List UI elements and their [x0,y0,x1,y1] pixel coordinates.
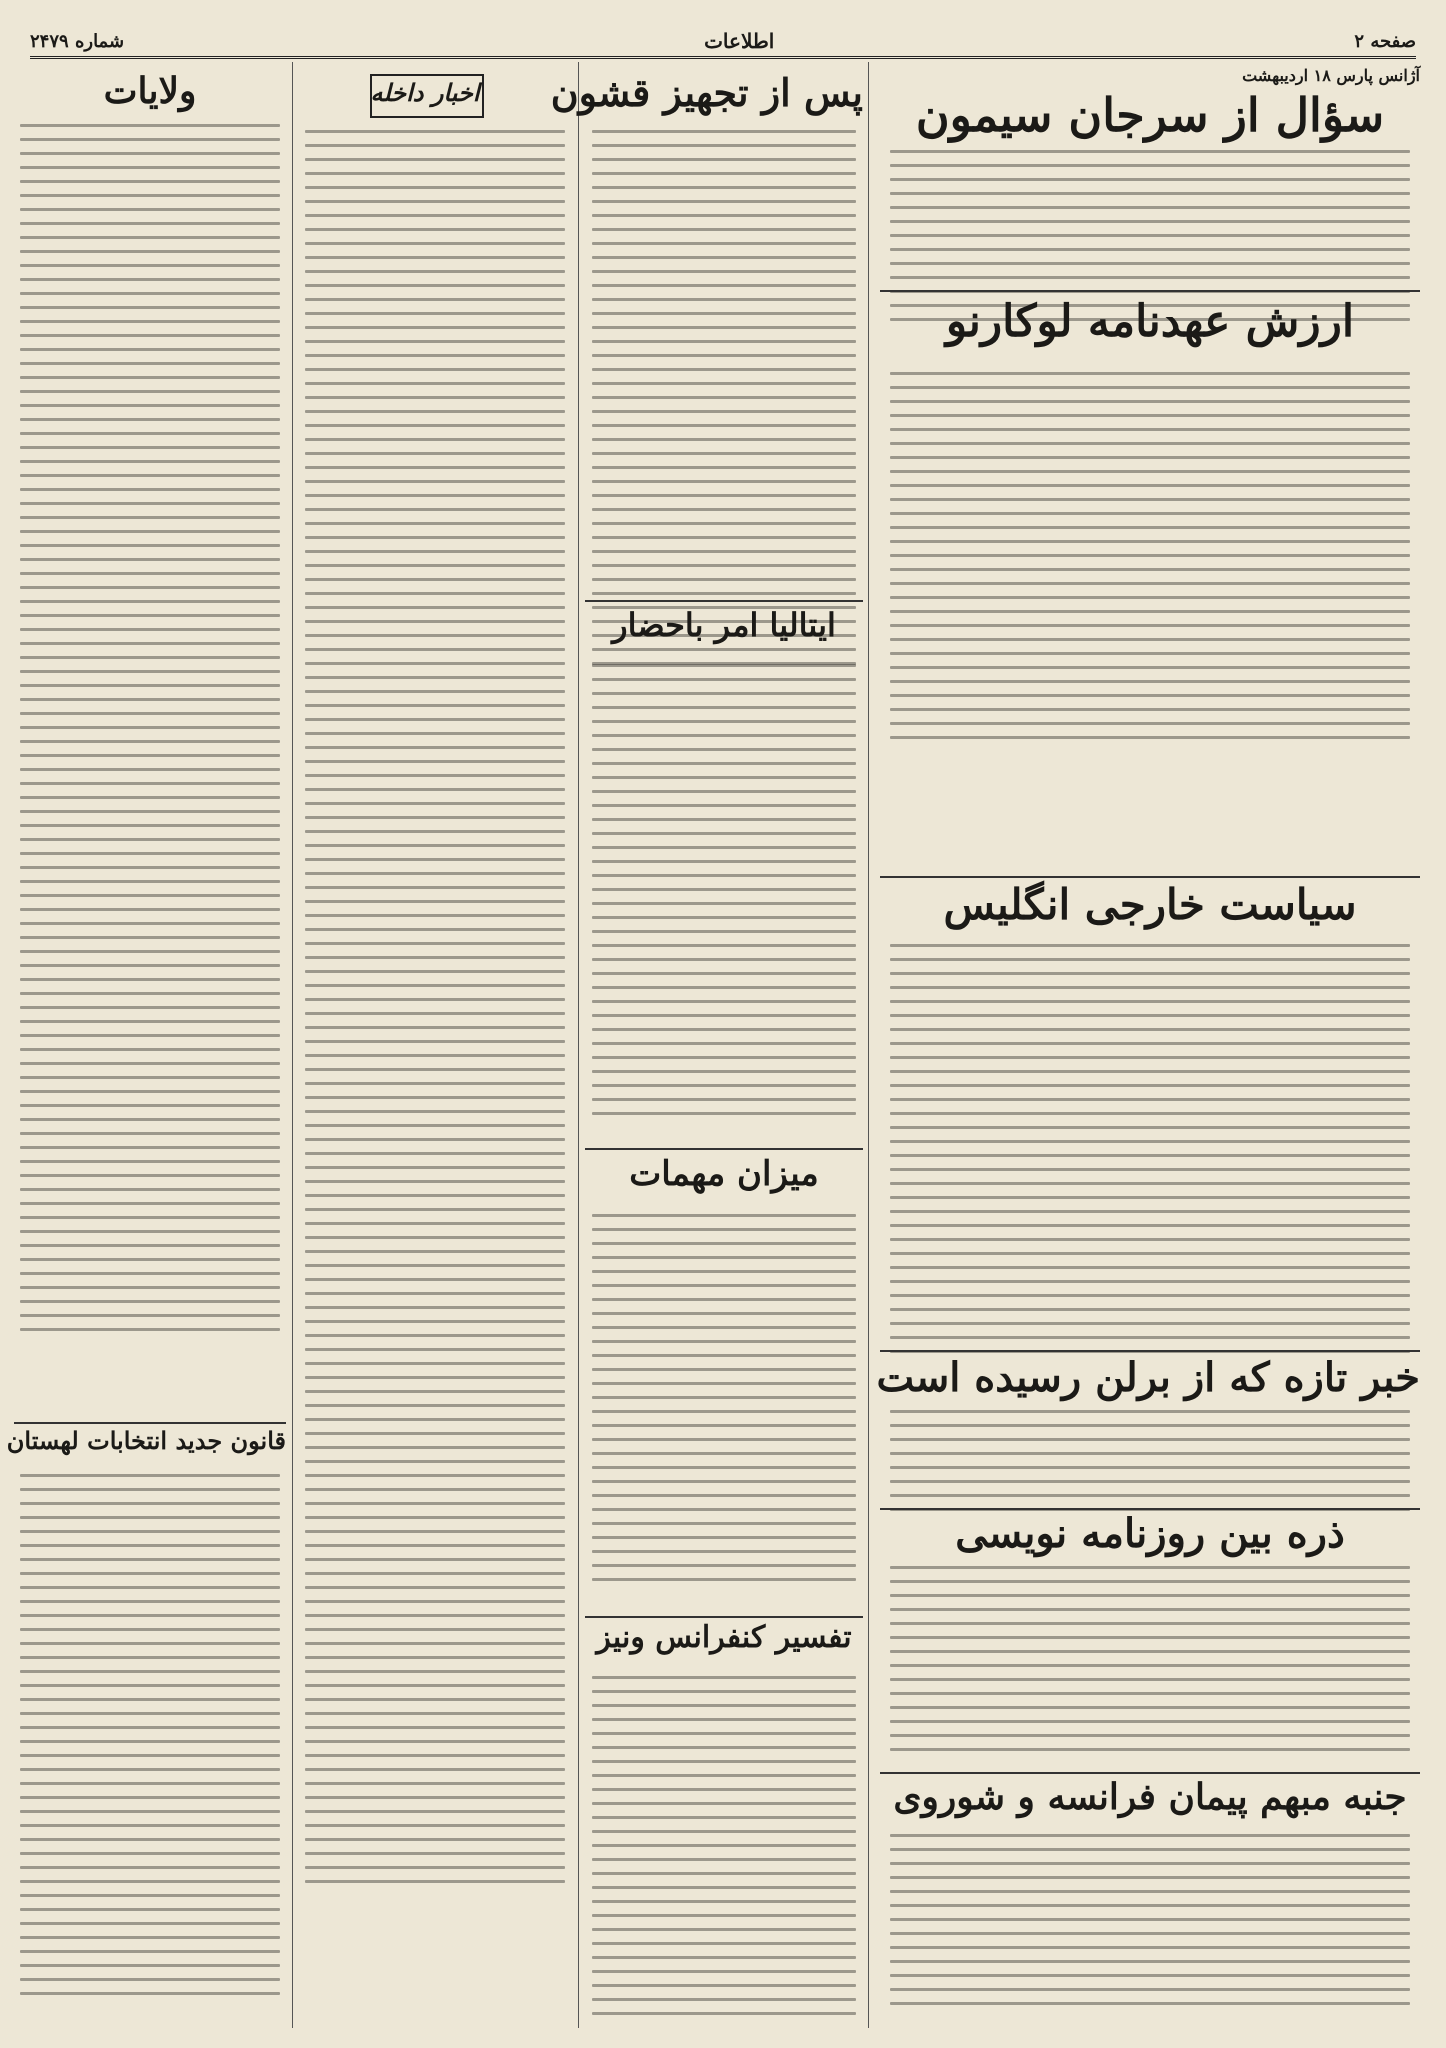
article-divider [585,1616,863,1618]
paper-name: اطلاعات [704,29,775,53]
article-divider [585,600,863,602]
headline-simon: سؤال از سرجان سیمون [915,88,1385,142]
article-body [592,664,856,1126]
headline-journalism: ذره بین روزنامه نویسی [955,1510,1345,1557]
agency-date: آژانس پارس ۱۸ اردیبهشت [1242,66,1420,85]
article-divider [880,1772,1420,1774]
headline-ethiopia: پس از تجهیز قشون [550,70,863,115]
article-divider [880,876,1420,878]
article-divider [880,1350,1420,1352]
article-body [305,130,565,1894]
article-body [20,1474,280,2006]
issue-number: شماره ۲۴۷۹ [30,30,125,52]
article-divider [14,1422,286,1424]
article-divider [585,1148,863,1150]
headline-locarno: ارزش عهدنامه لوکارنو [945,296,1355,347]
headline-conference: تفسیر کنفرانس ونیز [596,1620,852,1655]
headline-new-law: قانون جدید انتخابات لهستان [6,1426,286,1455]
headline-domestic: اخبار داخله [370,78,480,107]
headline-berlin-news: خبر تازه که از برلن رسیده است [876,1354,1420,1401]
article-body [20,124,280,1342]
masthead-bar [30,26,1416,59]
article-body [890,1410,1410,1522]
article-body [592,1214,856,1592]
page-label: صفحه ۲ [1354,30,1416,52]
article-body [592,130,856,676]
article-divider [880,290,1420,292]
article-body [890,1834,1410,2016]
headline-provinces: ولایات [103,70,197,112]
column-rule [578,62,579,2028]
headline-budget: میزان مهمات [629,1154,819,1194]
headline-franco-soviet: جنبه مبهم پیمان فرانسه و شوروی [893,1776,1407,1818]
article-body [890,1566,1410,1762]
column-rule [292,62,293,2028]
headline-british-policy: سیاست خارجی انگلیس [943,880,1357,929]
article-body [890,944,1410,1364]
headline-italy-ready: ایتالیا امر باحضار [612,606,836,644]
article-body [890,372,1410,750]
article-body [592,1676,856,2026]
column-rule [868,62,869,2028]
